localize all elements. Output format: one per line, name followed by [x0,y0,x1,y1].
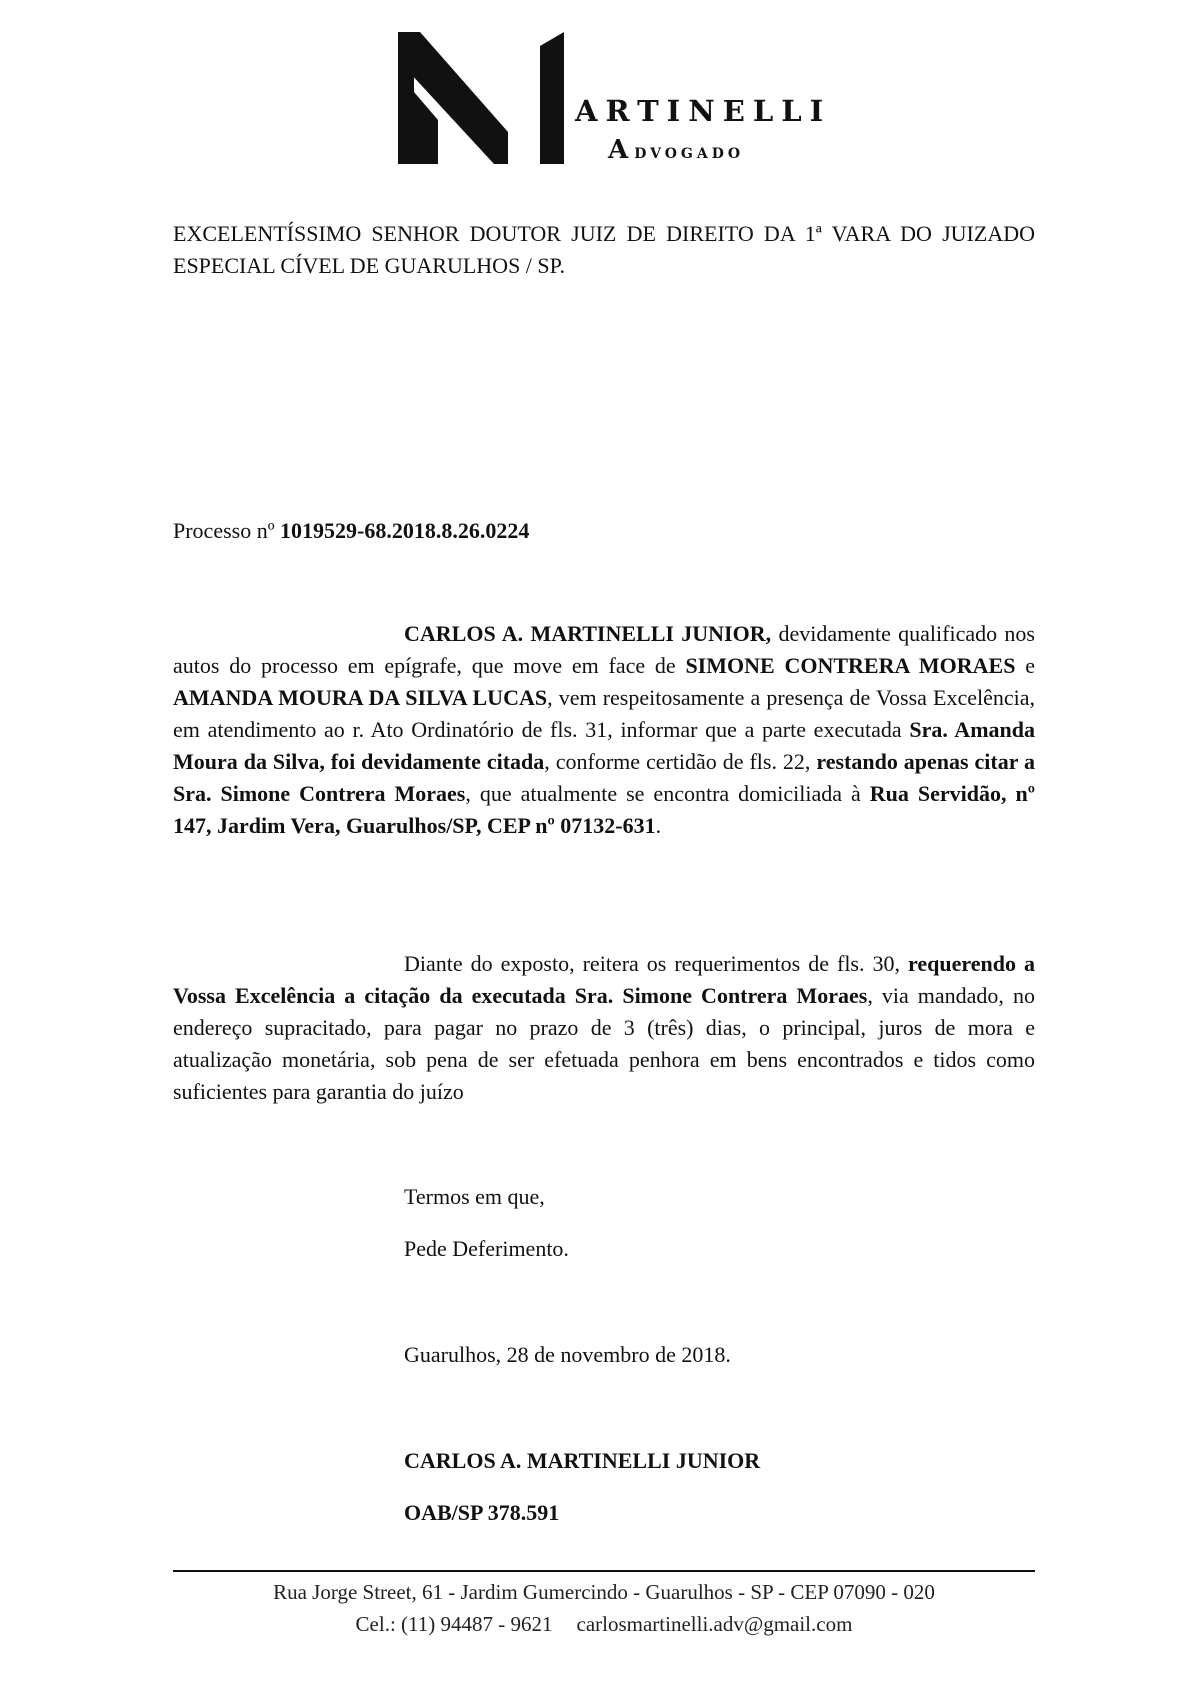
footer-email: carlosmartinelli.adv@gmail.com [576,1612,853,1636]
footer-address: Rua Jorge Street, 61 - Jardim Gumercindo - Guarulhos - SP - CEP 07090 - 020 [273,1580,935,1604]
author-name: CARLOS A. MARTINELLI JUNIOR, [404,621,772,646]
closing-request: Pede Deferimento. [404,1236,569,1261]
paragraph-2 [173,948,1035,1108]
addressee: EXCELENTÍSSIMO SENHOR DOUTOR JUIZ DE DIREITO DA 1ª VARA DO JUIZADO ESPECIAL CÍVEL DE GUARULHOS / SP. [173,221,1035,278]
p1-bold-1: Sra. Amanda Moura da Silva, foi devidamente citada [173,717,1035,774]
p1-text-3: , vem respeitosamente a presença de Vossa Excelência, em atendimento ao r. Ato Ordinatório de fls. 31, informar que a parte executada [173,685,1035,742]
footer-divider [173,1570,1035,1572]
firm-logo [398,32,832,165]
process-number-value: 1019529-68.2018.8.26.0224 [280,518,530,543]
defendant-2: AMANDA MOURA DA SILVA LUCAS [173,685,548,710]
p2-bold-1: requerendo a Vossa Excelência a citação da executada Sra. Simone Contrera Moraes [173,951,1035,1008]
place-date: Guarulhos, 28 de novembro de 2018. [404,1342,731,1367]
martinelli-m-logo-icon [398,32,568,164]
defendant-1: SIMONE CONTRERA MORAES [685,653,1016,678]
process-label: Processo nº [173,518,275,543]
p1-text-2: e [1015,653,1036,678]
logo-brand-name: ARTINELLI [575,94,832,128]
p1-text-6: . [655,813,662,838]
footer-phone: Cel.: (11) 94487 - 9621 [355,1612,553,1636]
closing-terms: Termos em que, [404,1184,545,1209]
p1-text-4: , conforme certidão de fls. 22, [544,749,817,774]
signer-name: CARLOS A. MARTINELLI JUNIOR [404,1448,761,1473]
logo-brand-subtitle [608,135,744,165]
p2-text-2: , via mandado, no endereço supracitado, para pagar no prazo de 3 (três) dias, o principal, juros de mora e atualização monetária, sob pena de ser efetuada penhora em bens encontrados e tidos como suficientes para garantia do juízo [173,983,1035,1104]
signer-oab: OAB/SP 378.591 [404,1500,560,1525]
p1-text-5: , que atualmente se encontra domiciliada à [465,781,870,806]
footer-contact [173,1610,1035,1638]
p1-address: Rua Servidão, nº 147, Jardim Vera, Guarulhos/SP, CEP nº 07132-631 [173,781,1036,838]
logo-subtitle-rest: DVOGADO [634,146,745,162]
logo-subtitle-capital: A [608,135,635,165]
p1-text-1: devidamente qualificado nos autos do processo em epígrafe, que move em face de [173,621,1035,678]
paragraph-1 [173,618,1035,842]
p1-bold-2: restando apenas citar a Sra. Simone Contrera Moraes [173,749,1035,806]
p2-text-1: Diante do exposto, reitera os requerimentos de fls. 30, [404,951,909,976]
process-number [173,515,1035,547]
